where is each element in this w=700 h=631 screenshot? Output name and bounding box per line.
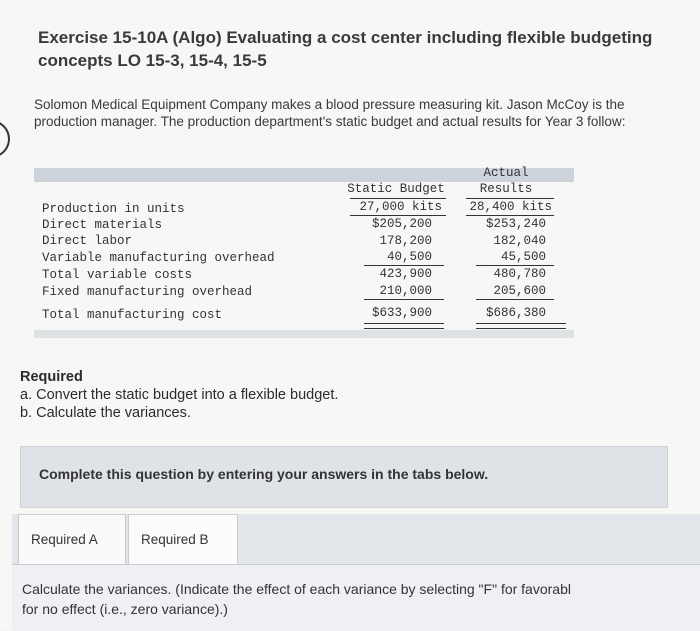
double-underline-actual	[476, 323, 566, 329]
cell-actual-direct-labor: 182,040	[493, 234, 546, 248]
underline-varoh-actual	[476, 265, 554, 266]
row-label-direct-materials: Direct materials	[42, 218, 163, 232]
cell-static-production: 27,000 kits	[359, 200, 442, 214]
answer-tabs	[12, 514, 700, 630]
cell-actual-direct-materials: $253,240	[485, 217, 546, 231]
problem-intro: Solomon Medical Equipment Company makes a blood pressure measuring kit. Jason McCoy is the production manager. The production department's static budget and actual results for Year 3 follow:	[34, 97, 626, 129]
cell-static-direct-materials: $205,200	[371, 217, 432, 231]
underline-production-actual	[466, 215, 554, 216]
row-label-fixed-overhead: Fixed manufacturing overhead	[42, 285, 253, 299]
double-underline-static	[364, 323, 444, 329]
row-label-production: Production in units	[42, 202, 185, 216]
complete-prompt-box	[20, 446, 668, 508]
col-header-actual-2: Results	[479, 182, 533, 196]
underline-fixed-actual	[476, 299, 554, 300]
underline-production-static	[350, 215, 446, 216]
underline-fixed-static	[364, 299, 444, 300]
underline-varoh-static	[364, 265, 444, 266]
cell-static-direct-labor: 178,200	[379, 234, 432, 248]
tab-required-b[interactable]: Required B	[128, 514, 238, 564]
exercise-title: Exercise 15-10A (Algo) Evaluating a cost center including flexible budgeting concepts LO 15-3, 15-4, 15-5	[38, 28, 653, 70]
scroll-edge-decoration	[0, 120, 10, 158]
cell-static-total-manufacturing: $633,900	[371, 306, 432, 320]
tab-instruction	[22, 579, 698, 619]
tab-required-a[interactable]: Required A	[18, 514, 126, 564]
cell-actual-total-manufacturing: $686,380	[485, 306, 546, 320]
col-header-static: Static Budget	[347, 182, 445, 196]
row-label-total-manufacturing: Total manufacturing cost	[42, 308, 223, 322]
cell-static-variable-overhead: 40,500	[386, 250, 432, 264]
row-label-direct-labor: Direct labor	[42, 234, 133, 248]
cell-actual-fixed-overhead: 205,600	[493, 284, 546, 298]
cell-static-total-variable: 423,900	[379, 267, 432, 281]
cell-actual-total-variable: 480,780	[493, 267, 546, 281]
complete-prompt: Complete this question by entering your answers in the tabs below.	[39, 466, 489, 482]
col-header-actual-1: Actual	[483, 166, 529, 180]
tab-content-panel	[12, 564, 700, 631]
required-item-b: b. Calculate the variances.	[20, 405, 191, 421]
required-heading: Required	[20, 369, 83, 385]
header-underline-actual	[466, 198, 554, 199]
budget-table	[34, 168, 574, 338]
required-section	[20, 368, 338, 422]
tab-instruction-line1: Calculate the variances. (Indicate the effect of each variance by selecting "F" for favorabl	[22, 581, 571, 597]
row-label-total-variable: Total variable costs	[42, 268, 193, 282]
required-item-a: a. Convert the static budget into a flexible budget.	[20, 387, 339, 403]
cell-actual-variable-overhead: 45,500	[500, 250, 546, 264]
tab-instruction-line2: for no effect (i.e., zero variance).)	[22, 601, 228, 617]
header-underline-static	[350, 198, 446, 199]
cell-actual-production: 28,400 kits	[469, 200, 552, 214]
row-label-variable-overhead: Variable manufacturing overhead	[42, 251, 275, 265]
table-footer-band	[34, 330, 574, 338]
cell-static-fixed-overhead: 210,000	[379, 284, 432, 298]
